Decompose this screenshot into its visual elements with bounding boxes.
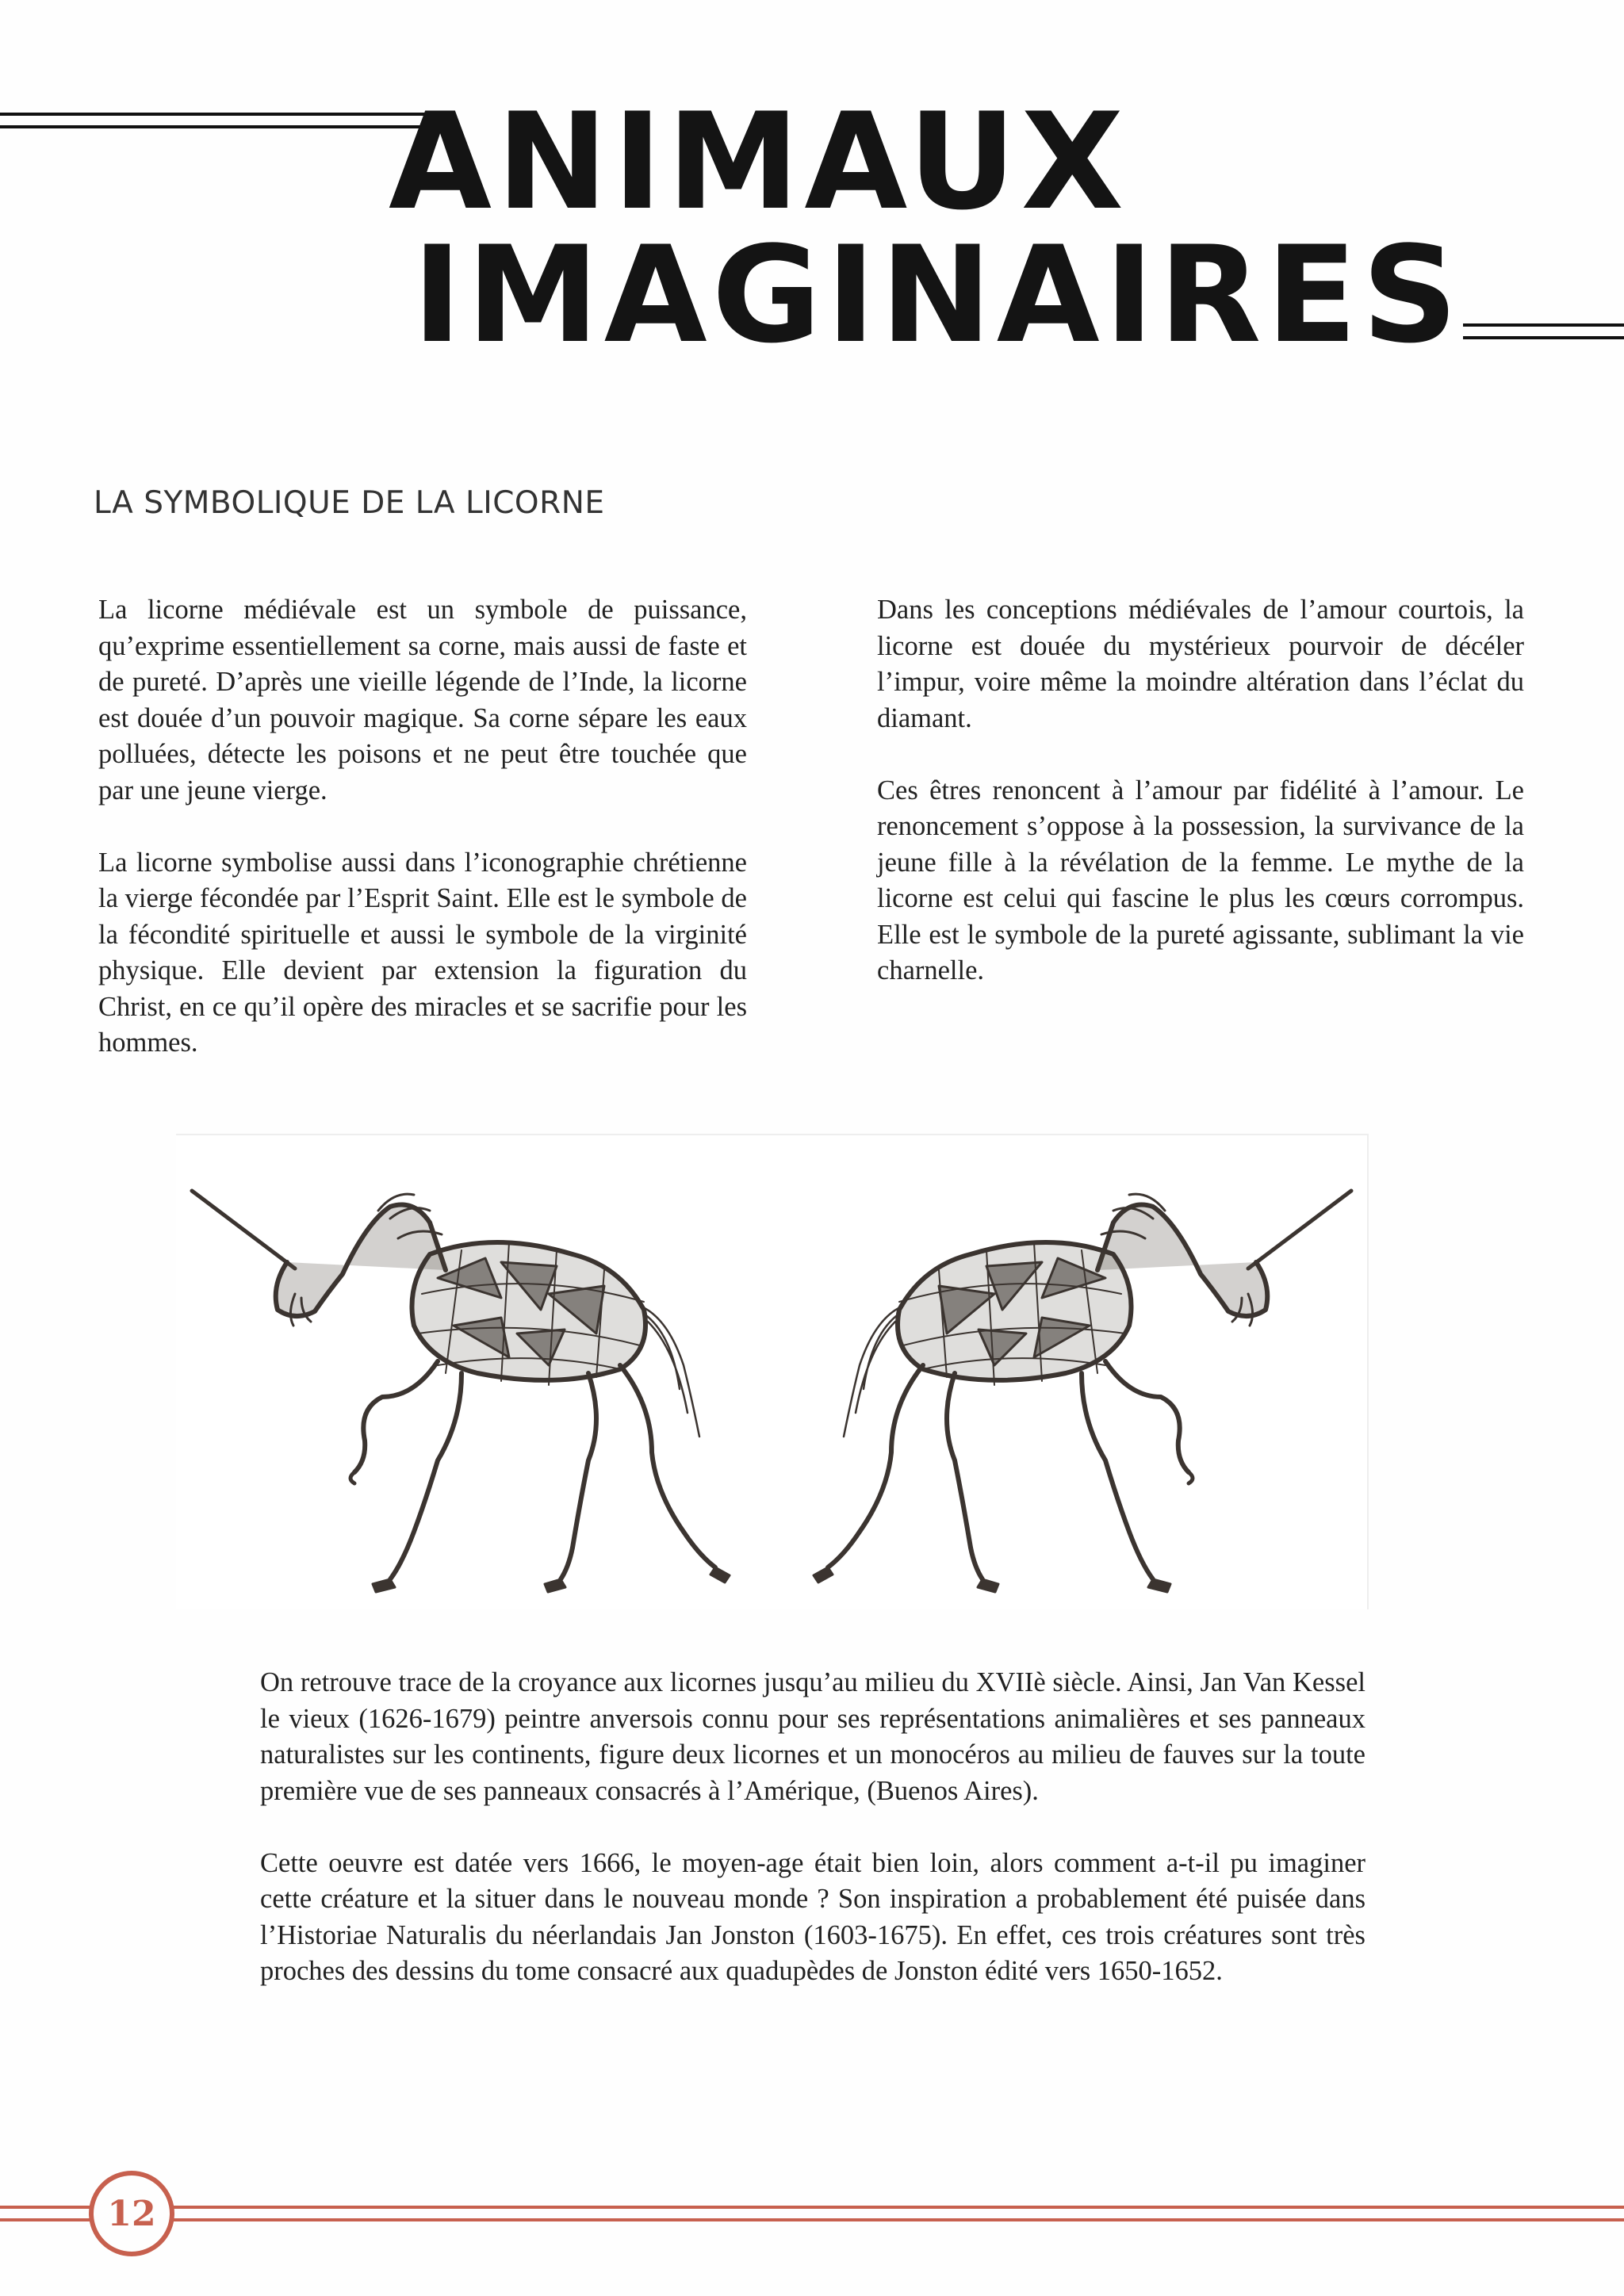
left-paragraph-2: La licorne symbolise aussi dans l’iconographie chrétienne la vierge fécondée par l’Esprit Saint. Elle est le symbole de la fécondité spirituelle et aussi le symbole de la virginité physique. Elle devient par extension la figuration du Christ, en ce qu’il opère des miracles et se sacrifie pour les hommes.	[98, 847, 747, 1058]
left-paragraph-1: La licorne médiévale est un symbole de puissance, qu’exprime essentiellement sa corne, mais aussi de faste et de pureté. D’après une vieille légende de l’Inde, la licorne est douée d’un pouvoir magique. Sa corne sépare les eaux polluées, détecte les poisons et ne peut être touchée que par une jeune vierge.	[98, 595, 747, 806]
left-column	[98, 592, 747, 1097]
header-rule-right-2	[1463, 336, 1624, 339]
footer-rule-left-1	[0, 2206, 103, 2209]
right-column	[877, 592, 1524, 1025]
unicorn-sculptures-illustration	[176, 1135, 1367, 1609]
header-rule-top-1	[0, 113, 444, 116]
page-title	[389, 84, 1463, 373]
right-paragraph-1: Dans les conceptions médiévales de l’amour courtois, la licorne est douée du mystérieux pourvoir de décéler l’impur, voire même la moindre altération dans l’éclat du diamant.	[877, 595, 1524, 733]
bottom-paragraph-1: On retrouve trace de la croyance aux licornes jusqu’au milieu du XVIIè siècle. Ainsi, Jan Van Kessel le vieux (1626-1679) peintre anversois connu pour ses représentations animalières et ses panneaux naturalistes sur les continents, figure deux licornes et un monocéros au milieu de fauves sur la toute première vue de ses panneaux consacrés à l’Amérique, (Buenos Aires).	[260, 1667, 1365, 1806]
page-number-badge	[89, 2171, 174, 2256]
unicorn-sculpture-image	[176, 1134, 1369, 1609]
page-number: 12	[107, 2193, 156, 2234]
header-rule-right-1	[1463, 323, 1624, 327]
bottom-text	[260, 1665, 1365, 2026]
title-line-2: IMAGINAIRES	[412, 217, 1463, 373]
section-heading: LA SYMBOLIQUE DE LA LICORNE	[94, 485, 605, 521]
footer-rule-right-2	[167, 2218, 1624, 2221]
header-rule-top-2	[0, 125, 444, 128]
bottom-paragraph-2: Cette oeuvre est datée vers 1666, le moyen-age était bien loin, alors comment a-t-il pu imaginer cette créature et la situer dans le nouveau monde ? Son inspiration a probablement été puisée dans l’Historiae Naturalis du néerlandais Jan Jonston (1603-1675). En effet, ces trois créatures sont très proches des dessins du tome consacré aux quadupèdes de Jonston édité vers 1650-1652.	[260, 1847, 1365, 1986]
right-paragraph-2: Ces êtres renoncent à l’amour par fidélité à l’amour. Le renoncement s’oppose à la possession, la survivance de la jeune fille à la révélation de la femme. Le mythe de la licorne est celui qui fascine le plus les cœurs corrompus. Elle est le symbole de la pureté agissante, sublimant la vie charnelle.	[877, 775, 1524, 985]
footer-rule-left-2	[0, 2218, 103, 2221]
footer-rule-right-1	[167, 2206, 1624, 2209]
title-line-1: ANIMAUX	[389, 84, 1129, 239]
